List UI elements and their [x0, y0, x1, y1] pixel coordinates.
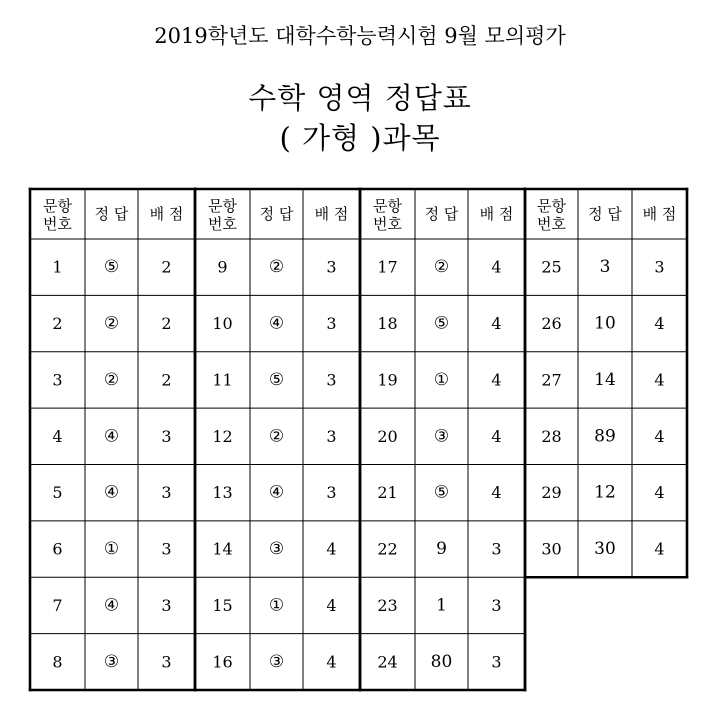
- question-number: 2: [52, 314, 63, 334]
- answer-value: ②: [103, 313, 120, 334]
- answer-value: ③: [268, 539, 285, 560]
- answer-value: ④: [103, 482, 120, 503]
- question-number: 16: [212, 652, 233, 672]
- answer-value: ②: [433, 257, 450, 278]
- exam-title: 2019학년도 대학수학능력시험 9월 모의평가: [154, 24, 566, 48]
- question-number: 15: [212, 595, 233, 615]
- header-answer: 정 답: [588, 205, 622, 223]
- points-value: 4: [654, 426, 665, 446]
- points-value: 4: [326, 539, 337, 559]
- header-points: 배 점: [314, 205, 349, 223]
- answer-value: ④: [103, 426, 120, 447]
- question-number: 9: [217, 257, 228, 277]
- answer-value: ②: [268, 257, 285, 278]
- points-value: 3: [491, 652, 502, 672]
- header-question-no: 번호: [537, 215, 566, 233]
- header-points: 배 점: [642, 205, 677, 223]
- answer-value: 12: [594, 482, 616, 503]
- points-value: 2: [161, 257, 172, 277]
- answer-value: 3: [599, 257, 611, 278]
- answer-value: ①: [433, 369, 450, 390]
- points-value: 4: [654, 314, 665, 334]
- question-number: 28: [541, 426, 562, 446]
- question-number: 18: [377, 314, 398, 334]
- points-value: 3: [326, 370, 337, 390]
- question-number: 24: [377, 652, 398, 672]
- answer-value: 10: [594, 313, 616, 334]
- answer-value: 14: [594, 369, 616, 390]
- question-number: 4: [52, 426, 63, 446]
- question-number: 1: [52, 257, 63, 277]
- question-number: 25: [541, 257, 562, 277]
- question-number: 12: [212, 426, 233, 446]
- answer-value: 80: [430, 651, 453, 672]
- points-value: 4: [654, 539, 665, 559]
- header-answer: 정 답: [259, 205, 294, 223]
- points-value: 3: [326, 257, 337, 277]
- question-number: 29: [541, 483, 562, 503]
- points-value: 3: [326, 426, 337, 446]
- question-number: 8: [52, 652, 63, 672]
- answer-value: ④: [103, 595, 120, 616]
- answer-value: ③: [433, 426, 450, 447]
- answer-value: ③: [103, 651, 120, 672]
- answer-value: ⑤: [268, 369, 285, 390]
- answer-value: ⑤: [103, 257, 120, 278]
- points-value: 3: [326, 483, 337, 503]
- question-number: 22: [377, 539, 398, 559]
- answer-value: ②: [268, 426, 285, 447]
- question-number: 13: [212, 483, 233, 503]
- points-value: 4: [491, 370, 502, 390]
- answer-value: 30: [594, 539, 616, 560]
- question-number: 6: [52, 539, 63, 559]
- points-value: 4: [654, 370, 665, 390]
- question-number: 27: [541, 370, 562, 390]
- header-points: 배 점: [149, 205, 184, 223]
- question-number: 11: [212, 370, 233, 390]
- page-title: 수학 영역 정답표: [248, 81, 472, 115]
- points-value: 3: [161, 426, 172, 446]
- question-number: 17: [377, 257, 398, 277]
- question-number: 10: [212, 314, 233, 334]
- header-question-no: 문항: [373, 197, 402, 215]
- header-question-no: 번호: [373, 215, 402, 233]
- question-number: 14: [212, 539, 233, 559]
- question-number: 20: [377, 426, 398, 446]
- points-value: 4: [491, 426, 502, 446]
- header-question-no: 번호: [208, 215, 237, 233]
- answer-value: 89: [594, 426, 616, 447]
- answer-value: ②: [103, 369, 120, 390]
- points-value: 4: [491, 314, 502, 334]
- question-number: 26: [541, 314, 562, 334]
- question-number: 5: [52, 483, 63, 503]
- question-number: 23: [377, 595, 398, 615]
- question-number: 21: [377, 483, 398, 503]
- points-value: 3: [326, 314, 337, 334]
- points-value: 3: [161, 483, 172, 503]
- points-value: 3: [161, 595, 172, 615]
- answer-value: ⑤: [433, 482, 450, 503]
- answer-value: ④: [268, 482, 285, 503]
- points-value: 4: [654, 483, 665, 503]
- points-value: 4: [491, 257, 502, 277]
- points-value: 3: [491, 539, 502, 559]
- answer-value: 1: [436, 595, 447, 616]
- answer-value: ①: [103, 539, 120, 560]
- subject-title: ( 가형 )과목: [279, 121, 441, 155]
- points-value: 3: [161, 539, 172, 559]
- question-number: 19: [377, 370, 398, 390]
- header-question-no: 문항: [208, 197, 237, 215]
- points-value: 2: [161, 314, 172, 334]
- answer-value: 9: [436, 539, 447, 560]
- points-value: 4: [326, 652, 337, 672]
- points-value: 4: [491, 483, 502, 503]
- header-question-no: 문항: [537, 197, 566, 215]
- header-question-no: 번호: [43, 215, 72, 233]
- points-value: 2: [161, 370, 172, 390]
- question-number: 30: [541, 539, 562, 559]
- points-value: 3: [654, 257, 665, 277]
- points-value: 3: [491, 595, 502, 615]
- header-question-no: 문항: [43, 197, 72, 215]
- points-value: 3: [161, 652, 172, 672]
- header-answer: 정 답: [94, 205, 129, 223]
- answer-value: ⑤: [433, 313, 450, 334]
- header-points: 배 점: [479, 205, 514, 223]
- header-answer: 정 답: [424, 205, 459, 223]
- question-number: 3: [52, 370, 63, 390]
- question-number: 7: [52, 595, 63, 615]
- answer-value: ①: [268, 595, 285, 616]
- points-value: 4: [326, 595, 337, 615]
- answer-value: ③: [268, 651, 285, 672]
- answer-value: ④: [268, 313, 285, 334]
